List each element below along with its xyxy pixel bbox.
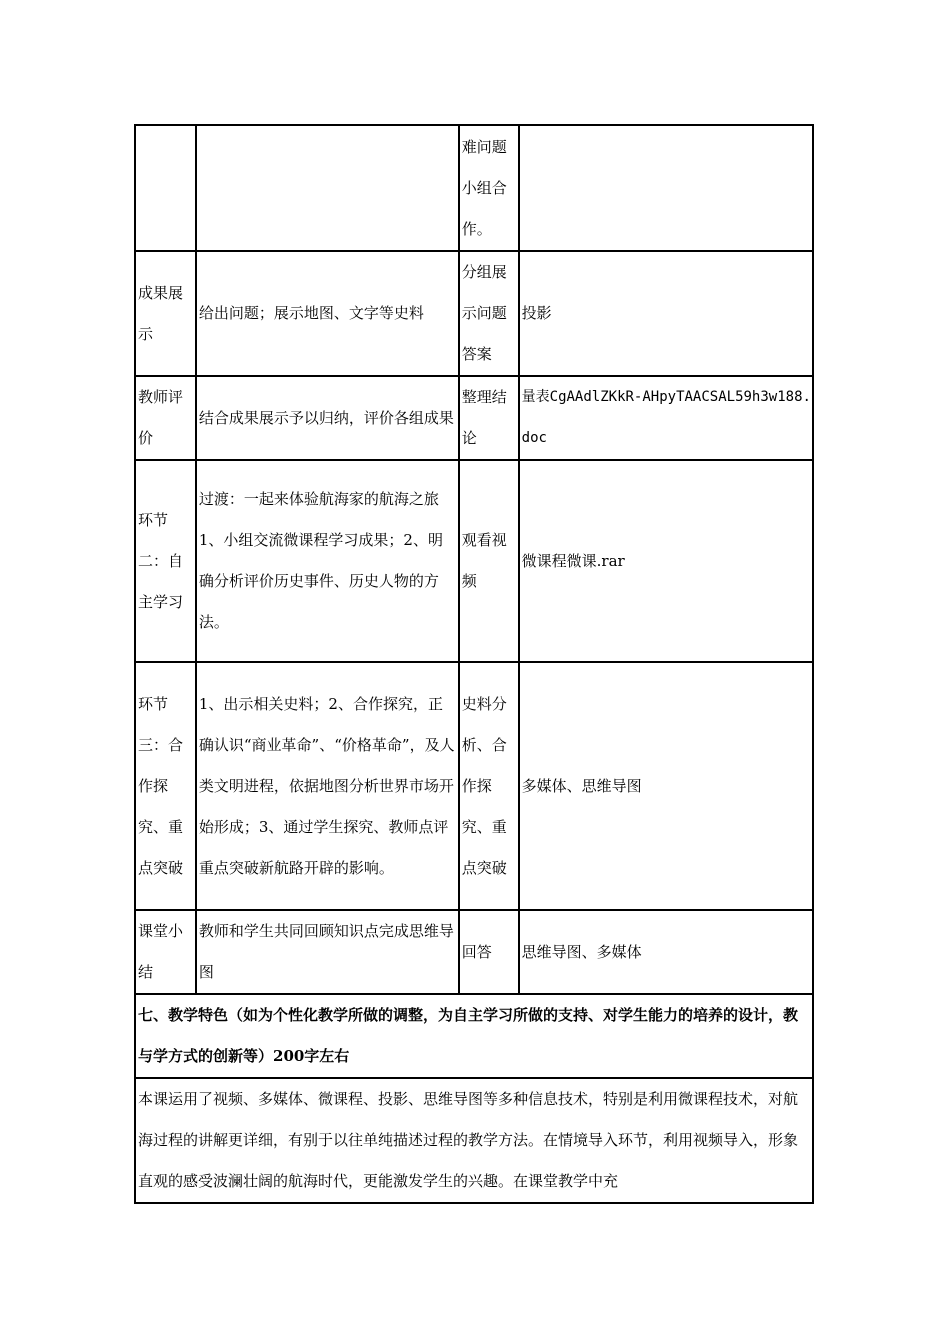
- stage-cell: 环节三：合作探究、重点突破: [135, 662, 196, 910]
- teacher-activity-cell: 教师和学生共同回顾知识点完成思维导图: [196, 910, 459, 994]
- teacher-activity-cell: [196, 125, 459, 251]
- table-row: [135, 125, 813, 251]
- student-activity-cell: 分组展示问题答案: [459, 251, 519, 376]
- resource-cell: [519, 125, 813, 251]
- resource-cell: 投影: [519, 251, 813, 376]
- table-row: [135, 662, 813, 910]
- teacher-activity-cell: 过渡：一起来体验航海家的航海之旅1、小组交流微课程学习成果；2、明确分析评价历史事件、历史人物的方法。: [196, 460, 459, 662]
- student-activity-cell: 观看视频: [459, 460, 519, 662]
- teacher-activity-cell: 1、出示相关史料；2、合作探究，正确认识“商业革命”、“价格革命”，及人类文明进程，依据地图分析世界市场开始形成；3、通过学生探究、教师点评重点突破新航路开辟的影响。: [196, 662, 459, 910]
- stage-cell: [135, 125, 196, 251]
- section-heading-row: [135, 994, 813, 1078]
- stage-cell: 课堂小结: [135, 910, 196, 994]
- section-heading: 七、教学特色（如为个性化教学所做的调整，为自主学习所做的支持、对学生能力的培养的设计，教与学方式的创新等）200字左右: [135, 994, 813, 1078]
- resource-cell: 多媒体、思维导图: [519, 662, 813, 910]
- resource-file-link[interactable]: 微课程微课.rar: [519, 460, 813, 662]
- teacher-activity-cell: 结合成果展示予以归纳，评价各组成果: [196, 376, 459, 460]
- student-activity-cell: 史料分析、合作探究、重点突破: [459, 662, 519, 910]
- stage-cell: 环节二：自主学习: [135, 460, 196, 662]
- table-row: [135, 910, 813, 994]
- student-activity-cell: 整理结论: [459, 376, 519, 460]
- student-activity-cell: 回答: [459, 910, 519, 994]
- lesson-plan-table: [134, 124, 814, 1204]
- resource-cell: 思维导图、多媒体: [519, 910, 813, 994]
- resource-file-link[interactable]: 量表CgAAdlZKkR-AHpyTAACSAL59h3w188.doc: [519, 376, 813, 460]
- section-body-row: [135, 1078, 813, 1203]
- table-row: [135, 376, 813, 460]
- stage-cell: 成果展示: [135, 251, 196, 376]
- stage-cell: 教师评价: [135, 376, 196, 460]
- teacher-activity-cell: 给出问题；展示地图、文字等史料: [196, 251, 459, 376]
- section-body: 本课运用了视频、多媒体、微课程、投影、思维导图等多种信息技术，特别是利用微课程技术，对航海过程的讲解更详细，有别于以往单纯描述过程的教学方法。在情境导入环节，利用视频导入，形象直观的感受波澜壮阔的航海时代，更能激发学生的兴趣。在课堂教学中充: [135, 1078, 813, 1203]
- student-activity-cell: 难问题小组合作。: [459, 125, 519, 251]
- table-row: [135, 460, 813, 662]
- table-row: [135, 251, 813, 376]
